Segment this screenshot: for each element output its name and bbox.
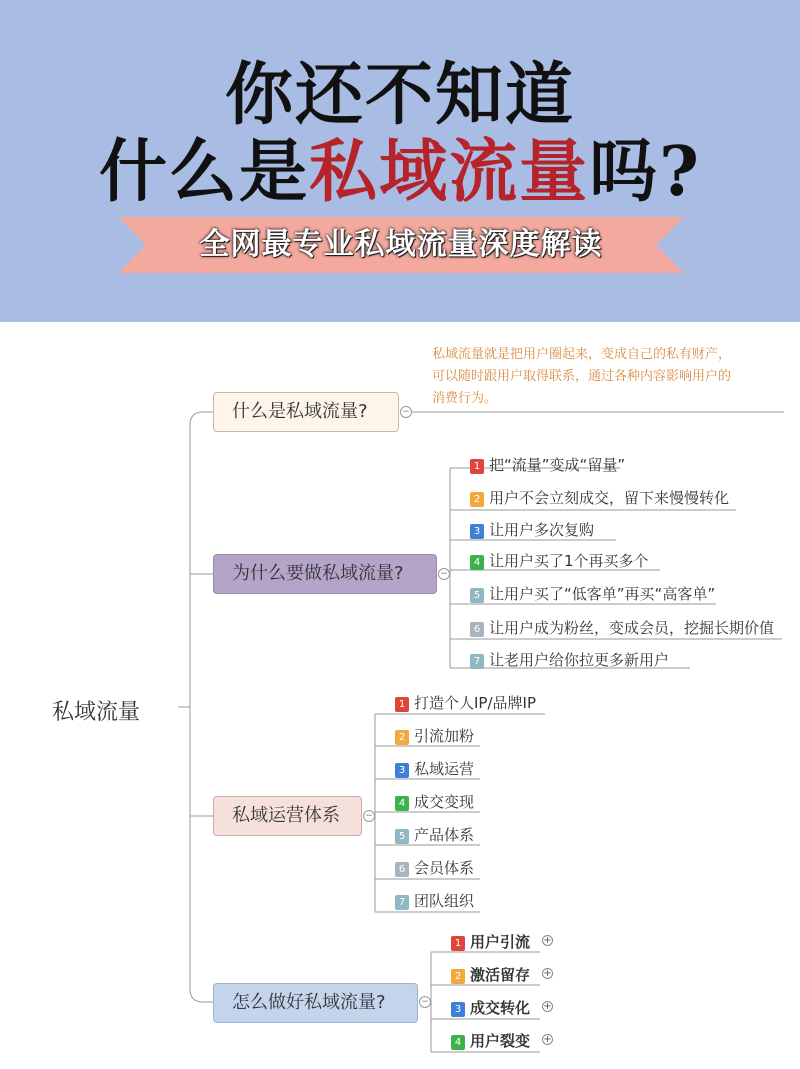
list-item xyxy=(451,931,530,952)
number-badge: 2 xyxy=(470,492,484,507)
number-badge: 2 xyxy=(395,730,409,745)
number-badge: 3 xyxy=(451,1002,465,1017)
item-text: 打造个人IP/品牌IP xyxy=(414,694,536,712)
number-badge: 7 xyxy=(395,895,409,910)
number-badge: 3 xyxy=(470,524,484,539)
plus-circle-icon[interactable]: + xyxy=(543,1001,552,1012)
definition-text xyxy=(432,344,782,410)
number-badge: 3 xyxy=(395,763,409,778)
branch-how[interactable]: 怎么做好私域流量? xyxy=(213,983,418,1023)
number-badge: 6 xyxy=(395,862,409,877)
plus-circle-icon[interactable]: + xyxy=(543,968,552,979)
item-text: 私域运营 xyxy=(414,760,475,778)
item-text: 团队组织 xyxy=(414,892,475,910)
mindmap xyxy=(0,322,800,1069)
item-text: 用户不会立刻成交，留下来慢慢转化 xyxy=(489,489,730,507)
branch-what-is[interactable]: 什么是私域流量? xyxy=(213,392,399,432)
list-item xyxy=(470,617,774,638)
list-item xyxy=(451,964,530,985)
definition-line: 私域流量就是把用户圈起来，变成自己的私有财产， xyxy=(432,347,732,362)
collapse-icon[interactable]: − xyxy=(438,568,450,580)
title-prefix: 什么是 xyxy=(99,132,310,212)
list-item xyxy=(395,824,474,845)
number-badge: 4 xyxy=(395,796,409,811)
item-text: 用户引流 xyxy=(470,933,531,951)
item-text: 让用户买了1个再买多个 xyxy=(489,552,649,570)
collapse-icon[interactable]: − xyxy=(419,996,431,1008)
title-line-2 xyxy=(0,130,800,214)
item-text: 让老用户给你拉更多新用户 xyxy=(489,651,670,669)
item-text: 让用户成为粉丝，变成会员，挖掘长期价值 xyxy=(489,619,775,637)
header-banner xyxy=(0,0,800,322)
list-item xyxy=(451,997,530,1018)
item-text: 产品体系 xyxy=(414,826,475,844)
number-badge: 2 xyxy=(451,969,465,984)
list-item xyxy=(395,857,474,878)
definition-line: 消费行为。 xyxy=(432,391,498,406)
item-text: 用户裂变 xyxy=(470,1032,531,1050)
number-badge: 6 xyxy=(470,622,484,637)
list-item xyxy=(395,791,474,812)
item-text: 激活留存 xyxy=(470,966,531,984)
collapse-icon[interactable]: − xyxy=(400,406,412,418)
list-item xyxy=(395,758,474,779)
item-text: 成交转化 xyxy=(470,999,531,1017)
number-badge: 1 xyxy=(395,697,409,712)
collapse-icon[interactable]: − xyxy=(363,810,375,822)
item-text: 把“流量”变成“留量” xyxy=(489,456,626,474)
definition-line: 可以随时跟用户取得联系，通过各种内容影响用户的 xyxy=(432,369,732,384)
branch-system[interactable]: 私域运营体系 xyxy=(213,796,362,836)
number-badge: 1 xyxy=(470,459,484,474)
number-badge: 4 xyxy=(451,1035,465,1050)
item-text: 让用户买了“低客单”再买“高客单” xyxy=(489,585,716,603)
plus-circle-icon[interactable]: + xyxy=(543,935,552,946)
number-badge: 7 xyxy=(470,654,484,669)
number-badge: 1 xyxy=(451,936,465,951)
list-item xyxy=(470,519,594,540)
item-text: 让用户多次复购 xyxy=(489,521,595,539)
title-suffix: 吗? xyxy=(589,132,701,212)
list-item xyxy=(470,649,669,670)
item-text: 会员体系 xyxy=(414,859,475,877)
list-item xyxy=(395,725,474,746)
list-item xyxy=(470,487,729,508)
root-node: 私域流量 xyxy=(52,700,141,725)
ribbon-text: 全网最专业私域流量深度解读 xyxy=(199,227,603,262)
title-highlight: 私域流量 xyxy=(309,132,590,212)
subtitle-ribbon xyxy=(118,217,684,273)
title-line-1: 你还不知道 xyxy=(224,55,575,135)
plus-circle-icon[interactable]: + xyxy=(543,1034,552,1045)
item-text: 成交变现 xyxy=(414,793,475,811)
branch-why[interactable]: 为什么要做私域流量? xyxy=(213,554,437,594)
list-item xyxy=(451,1030,530,1051)
list-item xyxy=(395,692,536,713)
list-item xyxy=(470,550,649,571)
number-badge: 4 xyxy=(470,555,484,570)
number-badge: 5 xyxy=(395,829,409,844)
list-item xyxy=(395,890,474,911)
item-text: 引流加粉 xyxy=(414,727,475,745)
list-item xyxy=(470,583,715,604)
number-badge: 5 xyxy=(470,588,484,603)
list-item xyxy=(470,454,625,475)
